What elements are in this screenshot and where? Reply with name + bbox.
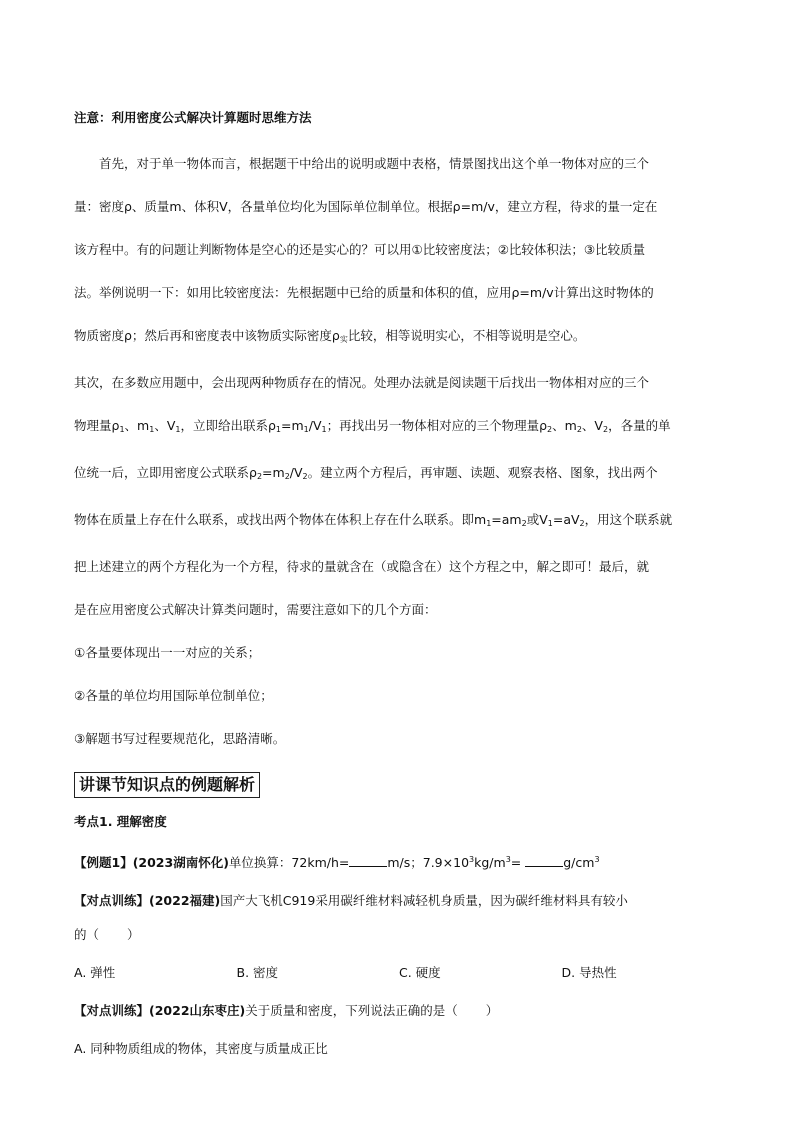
option-b: B. 密度 (236, 965, 279, 980)
answer-blank (525, 854, 563, 867)
page-content (74, 108, 724, 1059)
option-c: C. 硬度 (399, 965, 441, 980)
point-item-3: ③解题书写过程要规范化，思路清晰。 (74, 731, 286, 746)
kaodian-title: 考点1. 理解密度 (74, 814, 167, 829)
training-1-options (74, 963, 724, 983)
paragraph-second: 其次，在多数应用题中，会出现两种物质存在的情况。处理办法就是阅读题干后找出一物体相对应的三个 物理量$\rho_1$、$m_1$、$V_1$，立即给出联系$\rho_1=m_1/V_1$；再找出另一物体相对应的三个物理量$\rho_2$、$m_2$、$V_2$，各量的单 位统一后，立即用密度公式联系$\rho_2=m_2/V_2$。建立两个方程后，再审题、读题、观察表格、图象，找出两个 物体在质量上存在什么联系，或找出两个物体在体积上存在什么联系。即$m_1=am_2$或$V_1=aV_2$，用这个联系就 把上述建立的两个方程化为一个方程，待求的量就含在（或隐含在）这个方程之中，解之即可！最后，就 是在应用密度公式解决计算类问题时，需要注意如下的几个方面： (74, 375, 673, 617)
answer-blank (349, 854, 387, 867)
training-2: 【对点训练】(2022山东枣庄)关于质量和密度，下列说法正确的是（ ） (74, 1003, 499, 1018)
example-1: 【例题1】(2023湖南怀化)单位换算：72km/h= m/s；$7.9\times 10^3kg/m^3= g/cm^3$ (74, 855, 600, 870)
training-2-option-a: A. 同种物质组成的物体，其密度与质量成正比 (74, 1041, 328, 1056)
point-item-1: ①各量要体现出一一对应的关系； (74, 645, 261, 660)
point-item-2: ②各量的单位均用国际单位制单位； (74, 688, 273, 703)
paragraph-first: 首先，对于单一物体而言，根据题干中给出的说明或题中表格，情景图找出这个单一物体对应的三个 量：密度ρ、质量m、体积V，各量单位均化为国际单位制单位。根据ρ=m/v，建立方程，待求的量一定在 该方程中。有的问题让判断物体是空心的还是实心的？可以用①比较密度法；②比较体积法；③比较质量 法。举例说明一下：如用比较密度法：先根据题中已给的质量和体积的值，应用ρ=m/v计算出这时物体的 物质密度ρ；然后再和密度表中该物质实际密度$\rho_实$比较，相等说明实心，不相等说明是空心。 (74, 156, 658, 344)
section-heading: 讲课节知识点的例题解析 (74, 772, 260, 798)
option-d: D. 导热性 (561, 965, 617, 980)
option-a: A. 弹性 (74, 965, 116, 980)
note-title: 注意：利用密度公式解决计算题时思维方法 (74, 110, 312, 125)
training-1-cont: 的（ ） (74, 927, 140, 942)
training-1: 【对点训练】(2022福建)国产大飞机C919采用碳纤维材料减轻机身质量，因为碳纤维材料具有较小 (74, 893, 628, 908)
